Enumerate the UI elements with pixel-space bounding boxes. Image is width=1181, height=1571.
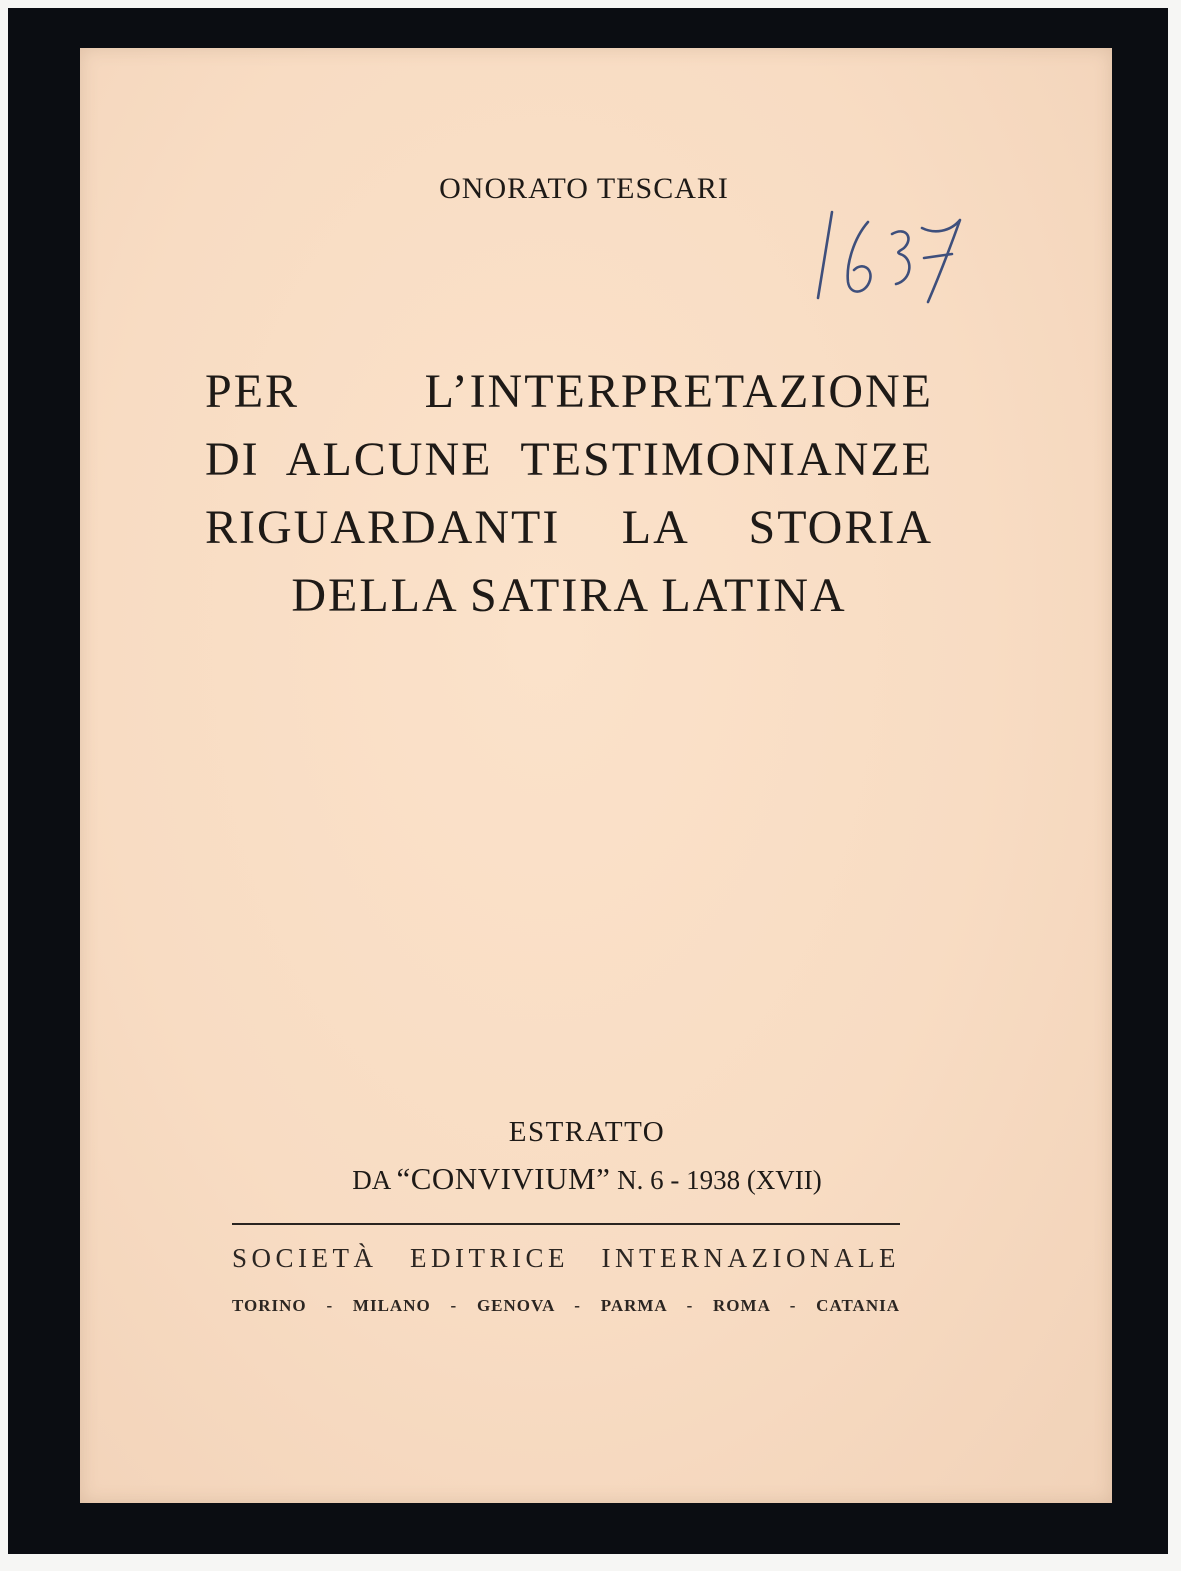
book-cover bbox=[80, 48, 1112, 1503]
handwritten-number bbox=[810, 198, 980, 308]
source-citation bbox=[71, 1161, 1103, 1197]
source-prefix: DA bbox=[352, 1165, 390, 1195]
publisher-name: SOCIETÀ EDITRICE INTERNAZIONALE bbox=[232, 1243, 900, 1273]
author-name: ONORATO TESCARI bbox=[439, 172, 729, 205]
issue-info: N. 6 - 1938 (XVII) bbox=[617, 1165, 822, 1195]
title-line: RIGUARDANTI LA STORIA bbox=[205, 501, 933, 554]
divider-rule bbox=[232, 1223, 900, 1225]
title-line: DELLA SATIRA LATINA bbox=[291, 569, 847, 622]
extract-label: ESTRATTO bbox=[508, 1116, 666, 1148]
book-title bbox=[205, 358, 933, 630]
title-line: PER L’INTERPRETAZIONE bbox=[205, 365, 933, 418]
journal-name: “CONVIVIUM” bbox=[396, 1161, 611, 1196]
title-line: DI ALCUNE TESTIMONIANZE bbox=[205, 433, 933, 486]
publisher-cities: TORINO - MILANO - GENOVA - PARMA - ROMA - CATANIA bbox=[232, 1296, 900, 1315]
